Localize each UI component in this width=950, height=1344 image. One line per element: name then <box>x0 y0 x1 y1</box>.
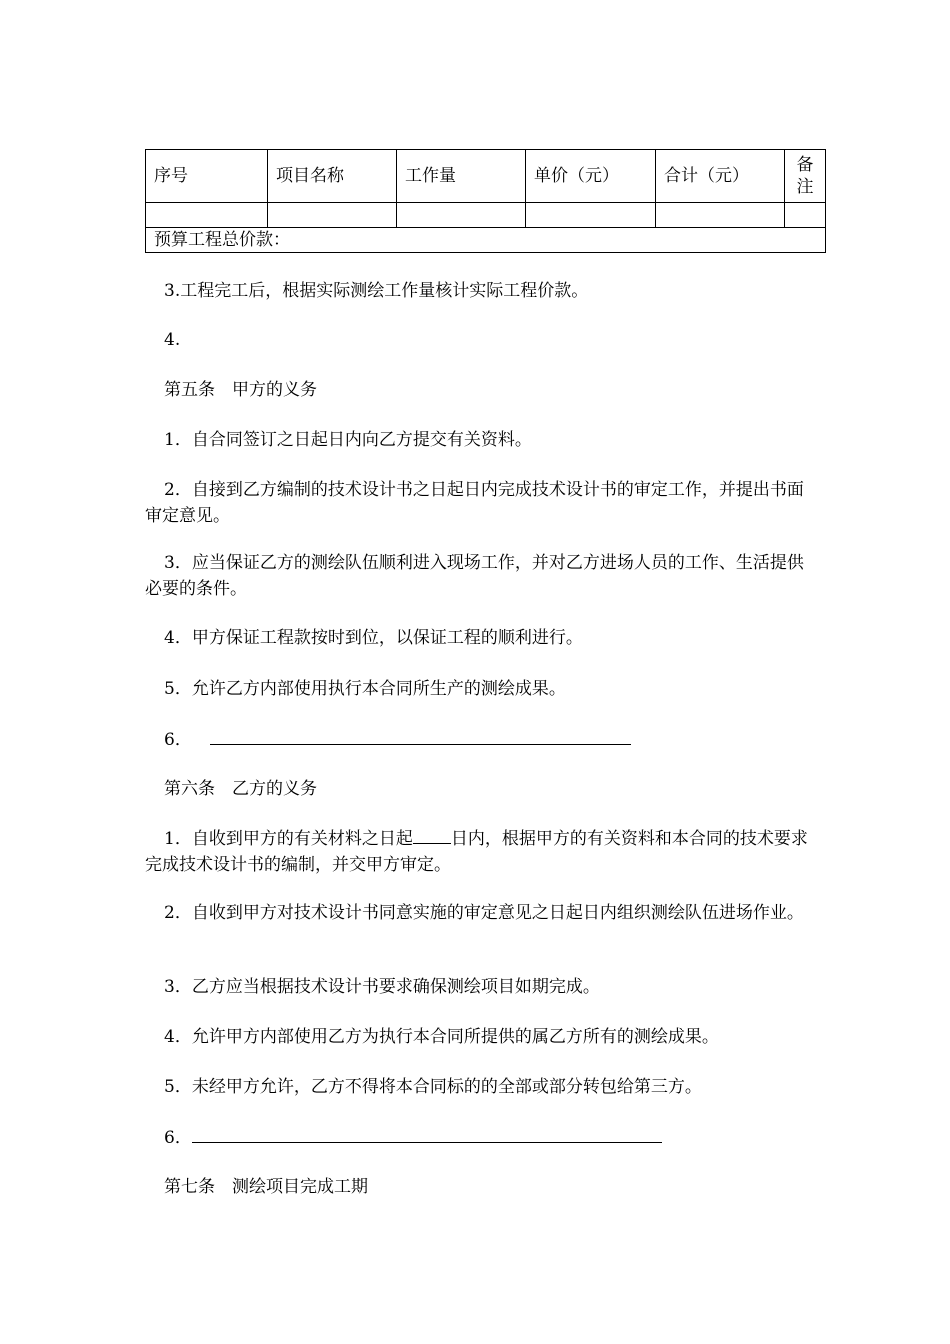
clause-4: 4. <box>164 330 181 350</box>
article-6-item-2: 2．自收到甲方对技术设计书同意实施的审定意见之日起日内组织测绘队伍进场作业。 <box>164 903 804 923</box>
table-row <box>146 203 826 228</box>
header-cell-remarks <box>785 150 826 203</box>
remarks-line-2: 注 <box>796 177 814 197</box>
article-6-item-5: 5．未经甲方允许，乙方不得将本合同标的的全部或部分转包给第三方。 <box>164 1077 702 1097</box>
header-cell-index: 序号 <box>146 150 268 203</box>
article-6-title: 第六条 乙方的义务 <box>164 779 317 799</box>
article-5-item-3: 3．应当保证乙方的测绘队伍顺利进入现场工作，并对乙方进场人员的工作、生活提供必要的条件。 <box>145 553 804 599</box>
fill-in-line[interactable] <box>210 726 631 745</box>
article-6-item-1 <box>145 825 817 878</box>
days-blank[interactable] <box>413 825 451 844</box>
total-price-label: 预算工程总价款： <box>146 228 826 253</box>
table-cell <box>397 203 526 228</box>
article-5-item-5: 5．允许乙方内部使用执行本合同所生产的测绘成果。 <box>164 679 566 699</box>
header-cell-total: 合计（元） <box>656 150 785 203</box>
article-5-item-6 <box>145 726 817 753</box>
remarks-line-1: 备 <box>796 155 814 175</box>
article-5-item-4: 4．甲方保证工程款按时到位，以保证工程的顺利进行。 <box>164 628 583 648</box>
article-6-item-3: 3．乙方应当根据技术设计书要求确保测绘项目如期完成。 <box>164 977 600 997</box>
article-6-item-6 <box>145 1124 817 1151</box>
table-cell <box>656 203 785 228</box>
table-cell <box>146 203 268 228</box>
table-cell <box>526 203 656 228</box>
article-7-title: 第七条 测绘项目完成工期 <box>164 1177 368 1197</box>
article-5-title: 第五条 甲方的义务 <box>164 380 317 400</box>
article-5-item-2: 2．自接到乙方编制的技术设计书之日起日内完成技术设计书的审定工作，并提出书面审定意见。 <box>145 480 804 526</box>
fill-in-line[interactable] <box>192 1124 662 1143</box>
table-total-row <box>146 228 826 253</box>
header-cell-project-name: 项目名称 <box>268 150 397 203</box>
budget-table <box>145 149 826 253</box>
article-5-item-1: 1．自合同签订之日起日内向乙方提交有关资料。 <box>164 430 532 450</box>
table-header-row <box>146 150 826 203</box>
table-cell <box>785 203 826 228</box>
item-text-start: 1．自收到甲方的有关材料之日起 <box>164 829 413 849</box>
article-6-item-4: 4．允许甲方内部使用乙方为执行本合同所提供的属乙方所有的测绘成果。 <box>164 1027 719 1047</box>
item-text-end: 日内，根据甲方的有关资料和本合同的技术要求完成技术设计书的编制，并交甲方审定。 <box>145 829 808 875</box>
item-number: 6． <box>164 1128 192 1148</box>
clause-3-settlement: 3.工程完工后，根据实际测绘工作量核计实际工程价款。 <box>164 281 589 301</box>
header-cell-unit-price: 单价（元） <box>526 150 656 203</box>
item-number: 6． <box>164 730 192 750</box>
table-cell <box>268 203 397 228</box>
header-cell-workload: 工作量 <box>397 150 526 203</box>
